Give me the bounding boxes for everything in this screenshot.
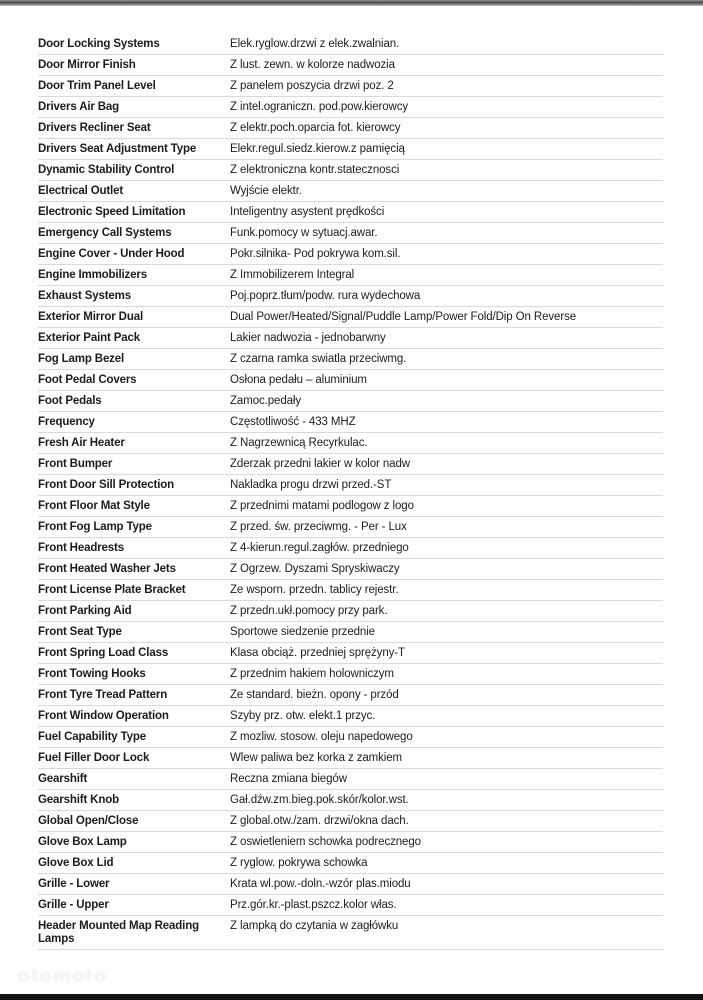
window-bottom-bar (0, 994, 703, 1000)
spec-value: Z elektroniczna kontr.statecznosci (230, 164, 400, 176)
spec-label: Door Mirror Finish (38, 59, 136, 71)
spec-value: Częstotliwość - 433 MHZ (230, 416, 356, 428)
table-row (38, 454, 663, 475)
table-row (38, 202, 663, 223)
spec-label: Drivers Seat Adjustment Type (38, 143, 197, 155)
spec-value: Z mozliw. stosow. oleju napedowego (230, 731, 413, 743)
table-row (38, 580, 663, 601)
spec-value: Z global.otw./zam. drzwi/okna dach. (230, 815, 409, 827)
table-row (38, 370, 663, 391)
spec-value: Zderzak przedni lakier w kolor nadw (230, 458, 410, 470)
spec-value: Sportowe siedzenie przednie (230, 626, 375, 638)
table-row (38, 181, 663, 202)
table-row (38, 391, 663, 412)
table-row (38, 727, 663, 748)
spec-value: Dual Power/Heated/Signal/Puddle Lamp/Power Fold/Dip On Reverse (230, 311, 577, 323)
spec-label: Foot Pedal Covers (38, 374, 137, 386)
spec-label: Fuel Capability Type (38, 731, 146, 743)
table-row (38, 895, 663, 916)
spec-label: Door Locking Systems (38, 38, 160, 50)
spec-value: Z lust. zewn. w kolorze nadwozia (230, 59, 395, 71)
table-row (38, 160, 663, 181)
spec-label: Engine Immobilizers (38, 269, 147, 281)
spec-value: Prz.gór.kr.-plast.pszcz.kolor włas. (230, 899, 397, 911)
table-row (38, 55, 663, 76)
spec-label: Foot Pedals (38, 395, 102, 407)
table-row (38, 118, 663, 139)
table-row (38, 97, 663, 118)
spec-label: Electrical Outlet (38, 185, 124, 197)
table-row (38, 496, 663, 517)
spec-value: Elek.ryglow.drzwi z elek.zwalnian. (230, 38, 400, 50)
table-row (38, 34, 663, 55)
spec-value: Z czarna ramka swiatla przeciwmg. (230, 353, 407, 365)
table-row (38, 76, 663, 97)
spec-label: Glove Box Lid (38, 857, 114, 869)
table-row (38, 328, 663, 349)
spec-value: Z Nagrzewnicą Recyrkulac. (230, 437, 368, 449)
spec-value: Z przed. św. przeciwmg. - Per - Lux (230, 521, 407, 533)
table-row (38, 307, 663, 328)
table-row (38, 223, 663, 244)
spec-value: Funk.pomocy w sytuacj.awar. (230, 227, 378, 239)
table-row (38, 265, 663, 286)
table-row (38, 853, 663, 874)
watermark: otomoto (18, 966, 108, 987)
spec-label: Front Seat Type (38, 626, 122, 638)
spec-label: Front License Plate Bracket (38, 584, 186, 596)
spec-label: Front Window Operation (38, 710, 169, 722)
spec-value: Z Immobilizerem Integral (230, 269, 355, 281)
spec-value: Z przednim hakiem holowniczym (230, 668, 394, 680)
spec-value: Gał.dźw.zm.bieg.pok.skór/kolor.wst. (230, 794, 409, 806)
table-row (38, 538, 663, 559)
spec-label: Front Parking Aid (38, 605, 132, 617)
table-row (38, 832, 663, 853)
table-row (38, 622, 663, 643)
table-row (38, 601, 663, 622)
spec-label: Grille - Upper (38, 899, 109, 911)
equipment-spec-table (38, 34, 663, 950)
spec-label: Fresh Air Heater (38, 437, 125, 449)
spec-label: Front Heated Washer Jets (38, 563, 176, 575)
spec-value: Z przedn.ukł.pomocy przy park. (230, 605, 388, 617)
table-row (38, 139, 663, 160)
spec-label: Fog Lamp Bezel (38, 353, 125, 365)
table-row (38, 475, 663, 496)
table-row (38, 412, 663, 433)
spec-value: Z elektr.poch.oparcia fot. kierowcy (230, 122, 401, 134)
spec-label: Engine Cover - Under Hood (38, 248, 185, 260)
spec-label: Header Mounted Map Reading Lamps (38, 920, 199, 945)
spec-value: Z panelem poszycia drzwi poz. 2 (230, 80, 394, 92)
spec-label: Front Bumper (38, 458, 113, 470)
spec-value: Ze standard. bieżn. opony - przód (230, 689, 399, 701)
table-row (38, 559, 663, 580)
spec-label: Glove Box Lamp (38, 836, 127, 848)
window-top-bar (0, 0, 703, 6)
spec-value: Osłona pedału – aluminium (230, 374, 367, 386)
table-row (38, 769, 663, 790)
spec-value: Poj.poprz.tłum/podw. rura wydechowa (230, 290, 421, 302)
spec-value: Ze wsporn. przedn. tablicy rejestr. (230, 584, 399, 596)
table-row (38, 286, 663, 307)
table-row (38, 811, 663, 832)
spec-label: Grille - Lower (38, 878, 110, 890)
spec-value: Z Ogrzew. Dyszami Spryskiwaczy (230, 563, 400, 575)
spec-label: Front Towing Hooks (38, 668, 146, 680)
spec-label: Drivers Recliner Seat (38, 122, 151, 134)
spec-value: Klasa obciąż. przedniej sprężyny-T (230, 647, 405, 659)
spec-label: Front Door Sill Protection (38, 479, 175, 491)
table-row (38, 916, 663, 950)
table-row (38, 643, 663, 664)
spec-label: Dynamic Stability Control (38, 164, 175, 176)
table-row (38, 244, 663, 265)
spec-value: Reczna zmiana biegów (230, 773, 347, 785)
spec-label: Fuel Filler Door Lock (38, 752, 150, 764)
table-row (38, 748, 663, 769)
spec-value: Krata wl.pow.-doln.-wzór plas.miodu (230, 878, 411, 890)
spec-label: Exterior Paint Pack (38, 332, 140, 344)
spec-label: Drivers Air Bag (38, 101, 120, 113)
spec-label: Electronic Speed Limitation (38, 206, 186, 218)
spec-label: Gearshift (38, 773, 88, 785)
table-row (38, 706, 663, 727)
spec-label: Frequency (38, 416, 95, 428)
table-row (38, 349, 663, 370)
table-row (38, 664, 663, 685)
spec-label: Front Spring Load Class (38, 647, 169, 659)
spec-value: Inteligentny asystent prędkości (230, 206, 385, 218)
spec-label: Front Tyre Tread Pattern (38, 689, 168, 701)
spec-value: Z ryglow. pokrywa schowka (230, 857, 368, 869)
spec-value: Zamoc.pedały (230, 395, 302, 407)
spec-value: Elekr.regul.siedz.kierow.z pamięcią (230, 143, 405, 155)
spec-label: Exhaust Systems (38, 290, 131, 302)
spec-value: Nakladka progu drzwi przed.-ST (230, 479, 392, 491)
spec-label: Emergency Call Systems (38, 227, 172, 239)
spec-value: Z przednimi matami podlogow z logo (230, 500, 414, 512)
table-row (38, 433, 663, 454)
spec-label: Front Fog Lamp Type (38, 521, 152, 533)
spec-value: Z lampką do czytania w zagłówku (230, 920, 399, 932)
spec-label: Door Trim Panel Level (38, 80, 156, 92)
spec-label: Exterior Mirror Dual (38, 311, 143, 323)
spec-value: Szyby prz. otw. elekt.1 przyc. (230, 710, 376, 722)
table-row (38, 874, 663, 895)
table-row (38, 790, 663, 811)
spec-value: Z intel.ograniczn. pod.pow.kierowcy (230, 101, 409, 113)
spec-label: Global Open/Close (38, 815, 139, 827)
spec-label: Front Headrests (38, 542, 124, 554)
spec-value: Wyjście elektr. (230, 185, 302, 197)
spec-value: Lakier nadwozia - jednobarwny (230, 332, 386, 344)
spec-value: Pokr.silnika- Pod pokrywa kom.sil. (230, 248, 401, 260)
spec-label: Gearshift Knob (38, 794, 119, 806)
table-row (38, 685, 663, 706)
spec-label: Front Floor Mat Style (38, 500, 150, 512)
spec-value: Z 4-kierun.regul.zagłów. przedniego (230, 542, 409, 554)
table-row (38, 517, 663, 538)
spec-value: Z oswietleniem schowka podrecznego (230, 836, 421, 848)
spec-value: Wlew paliwa bez korka z zamkiem (230, 752, 403, 764)
